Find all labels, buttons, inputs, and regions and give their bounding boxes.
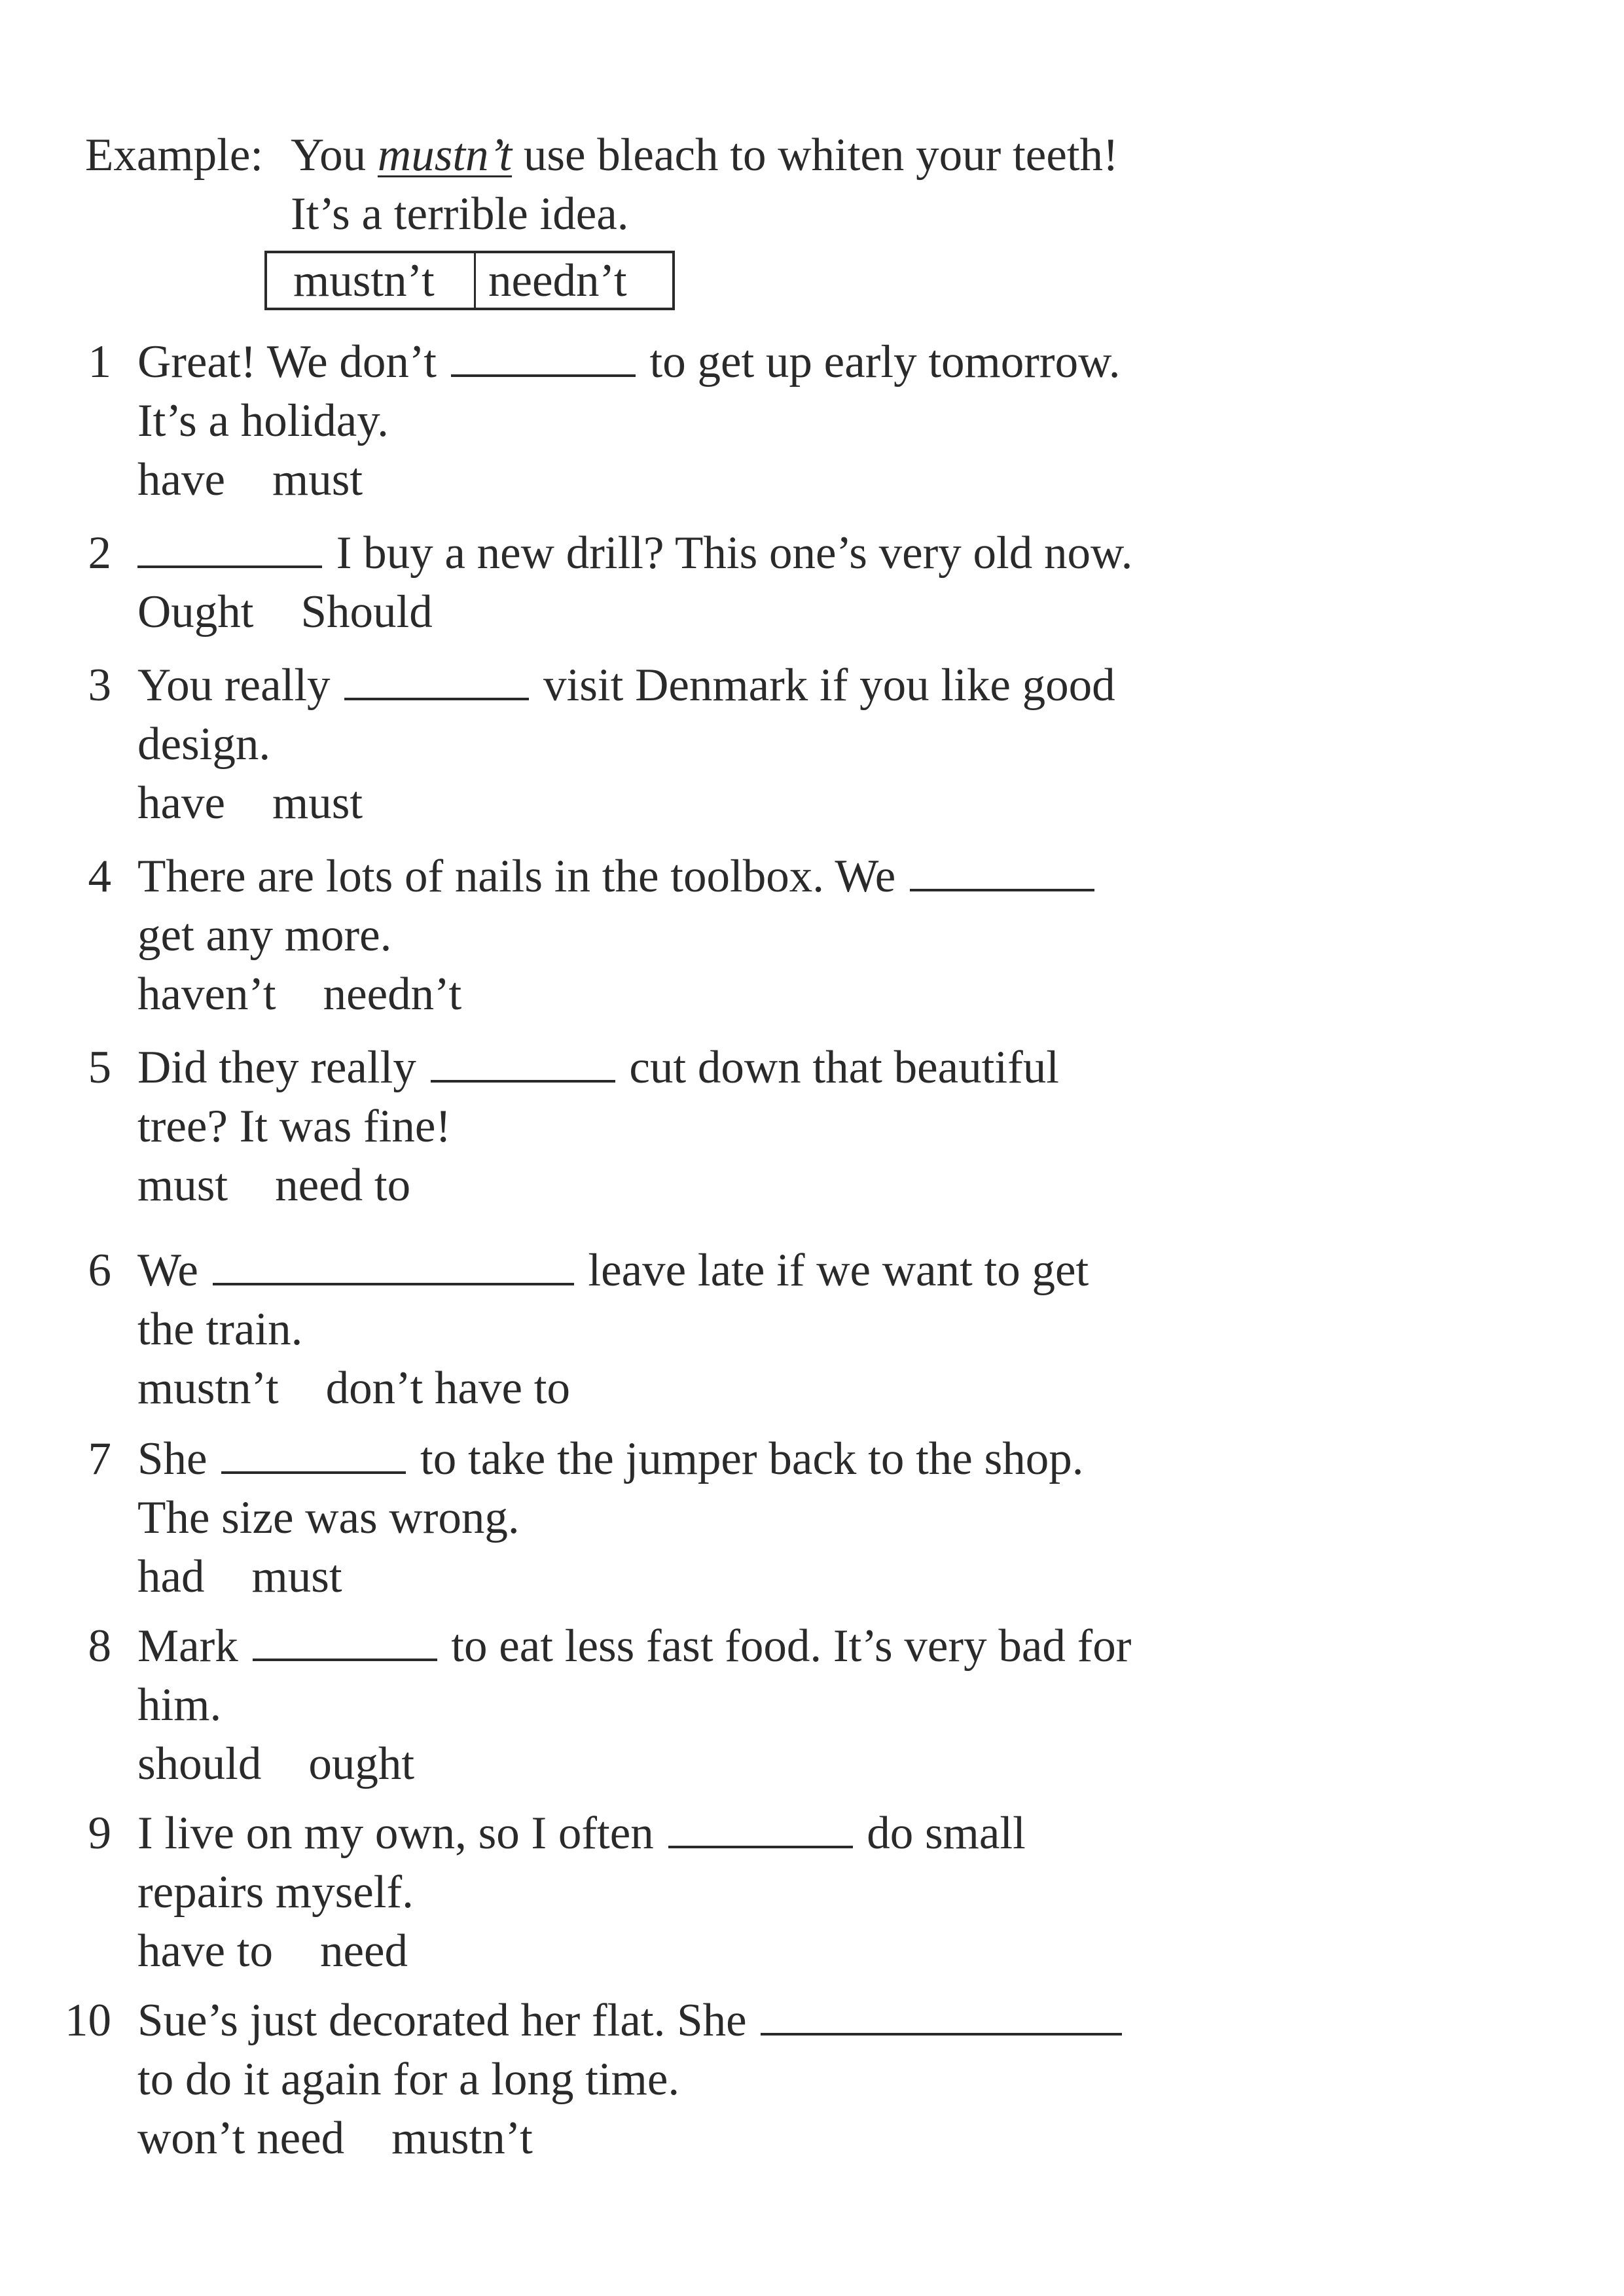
question-sentence <box>137 1038 1059 1097</box>
answer-option[interactable]: Ought <box>137 586 254 637</box>
answer-options <box>137 583 480 641</box>
question-text: to eat less fast food. It’s very bad for <box>439 1621 1132 1672</box>
answer-options <box>137 1922 455 1981</box>
answer-option[interactable]: need to <box>275 1160 411 1211</box>
answer-blank[interactable] <box>431 1038 615 1083</box>
answer-option[interactable]: have <box>137 778 226 829</box>
question-number: 3 <box>88 660 111 711</box>
question-text: You really <box>137 660 342 711</box>
question-text: There are lots of nails in the toolbox. We <box>137 851 908 902</box>
answer-options <box>137 774 410 833</box>
question-text: cut down that beautiful <box>617 1042 1059 1093</box>
example-options-box <box>264 251 675 310</box>
question-number: 8 <box>88 1621 111 1672</box>
answer-option[interactable]: Should <box>300 586 433 637</box>
answer-blank[interactable] <box>137 524 322 568</box>
question-text: We <box>137 1245 210 1296</box>
question-sentence <box>137 1991 1125 2050</box>
question-sentence <box>137 847 1097 906</box>
answer-option[interactable]: needn’t <box>323 969 462 1020</box>
answer-option[interactable]: ought <box>308 1738 415 1789</box>
question-text: Sue’s just decorated her flat. She <box>137 1995 759 2046</box>
question-sentence-continued: to do it again for a long time. <box>137 2054 680 2105</box>
question-number: 4 <box>88 851 111 902</box>
example-option: mustn’t <box>293 255 435 306</box>
answer-option[interactable]: should <box>137 1738 262 1789</box>
answer-option[interactable]: had <box>137 1551 205 1602</box>
question-number: 10 <box>65 1995 111 2046</box>
question-text: leave late if we want to get <box>576 1245 1089 1296</box>
question-sentence <box>137 332 1120 391</box>
answer-option[interactable]: need <box>320 1926 408 1977</box>
question-sentence-continued: design. <box>137 719 271 770</box>
question-sentence-continued: him. <box>137 1679 222 1731</box>
question-number: 2 <box>88 528 111 579</box>
example-sentence <box>291 126 1119 185</box>
question-sentence-continued: the train. <box>137 1304 303 1355</box>
question-sentence <box>137 1429 1083 1488</box>
question-sentence-continued: repairs myself. <box>137 1867 414 1918</box>
answer-options <box>137 1734 461 1793</box>
example-options-divider <box>474 253 476 308</box>
answer-option[interactable]: mustn’t <box>137 1363 279 1414</box>
answer-options <box>137 1156 458 1215</box>
example-sentence-continued: It’s a terrible idea. <box>291 188 629 240</box>
answer-option[interactable]: must <box>251 1551 342 1602</box>
question-number: 9 <box>88 1808 111 1859</box>
example-text-after: use bleach to whiten your teeth! <box>512 130 1119 181</box>
answer-option[interactable]: have <box>137 454 226 505</box>
answer-options <box>137 1547 389 1606</box>
question-sentence <box>137 1241 1089 1300</box>
question-text: Did they really <box>137 1042 428 1093</box>
answer-blank[interactable] <box>668 1804 853 1848</box>
answer-option[interactable]: won’t need <box>137 2113 345 2164</box>
answer-blank[interactable] <box>253 1617 437 1661</box>
answer-blank[interactable] <box>910 847 1094 891</box>
question-number: 6 <box>88 1245 111 1296</box>
answer-option[interactable]: have to <box>137 1926 274 1977</box>
example-label: Example: <box>85 130 264 181</box>
answer-options <box>137 450 410 509</box>
question-number: 5 <box>88 1042 111 1093</box>
answer-blank[interactable] <box>221 1429 406 1474</box>
answer-option[interactable]: haven’t <box>137 969 276 1020</box>
question-sentence-continued: The size was wrong. <box>137 1492 520 1543</box>
question-text: Great! We don’t <box>137 336 448 387</box>
question-sentence-continued: tree? It was fine! <box>137 1101 451 1152</box>
answer-blank[interactable] <box>761 1991 1122 2036</box>
question-text: I live on my own, so I often <box>137 1808 666 1859</box>
answer-options <box>137 965 509 1024</box>
question-sentence <box>137 524 1132 583</box>
question-text: visit Denmark if you like good <box>532 660 1115 711</box>
answer-blank[interactable] <box>344 656 529 700</box>
question-text: to take the jumper back to the shop. <box>408 1433 1084 1484</box>
question-text: to get up early tomorrow. <box>638 336 1121 387</box>
question-sentence <box>137 656 1115 715</box>
question-text: She <box>137 1433 219 1484</box>
answer-blank[interactable] <box>451 332 636 377</box>
answer-option[interactable]: must <box>137 1160 228 1211</box>
example-answer: mustn’t <box>377 130 513 181</box>
question-text: do small <box>855 1808 1026 1859</box>
question-sentence <box>137 1804 1026 1863</box>
question-text: I buy a new drill? This one’s very old now. <box>325 528 1133 579</box>
answer-options <box>137 2109 580 2168</box>
answer-options <box>137 1359 617 1418</box>
answer-option[interactable]: mustn’t <box>391 2113 533 2164</box>
answer-blank[interactable] <box>213 1241 574 1285</box>
answer-option[interactable]: don’t have to <box>325 1363 571 1414</box>
question-number: 1 <box>88 336 111 387</box>
example-option: needn’t <box>488 255 627 306</box>
question-sentence-continued: It’s a holiday. <box>137 395 389 446</box>
question-sentence-continued: get any more. <box>137 910 392 961</box>
answer-option[interactable]: must <box>272 778 363 829</box>
example-text-before: You <box>291 130 378 181</box>
question-sentence <box>137 1617 1131 1676</box>
question-number: 7 <box>88 1433 111 1484</box>
question-text: Mark <box>137 1621 250 1672</box>
answer-option[interactable]: must <box>272 454 363 505</box>
